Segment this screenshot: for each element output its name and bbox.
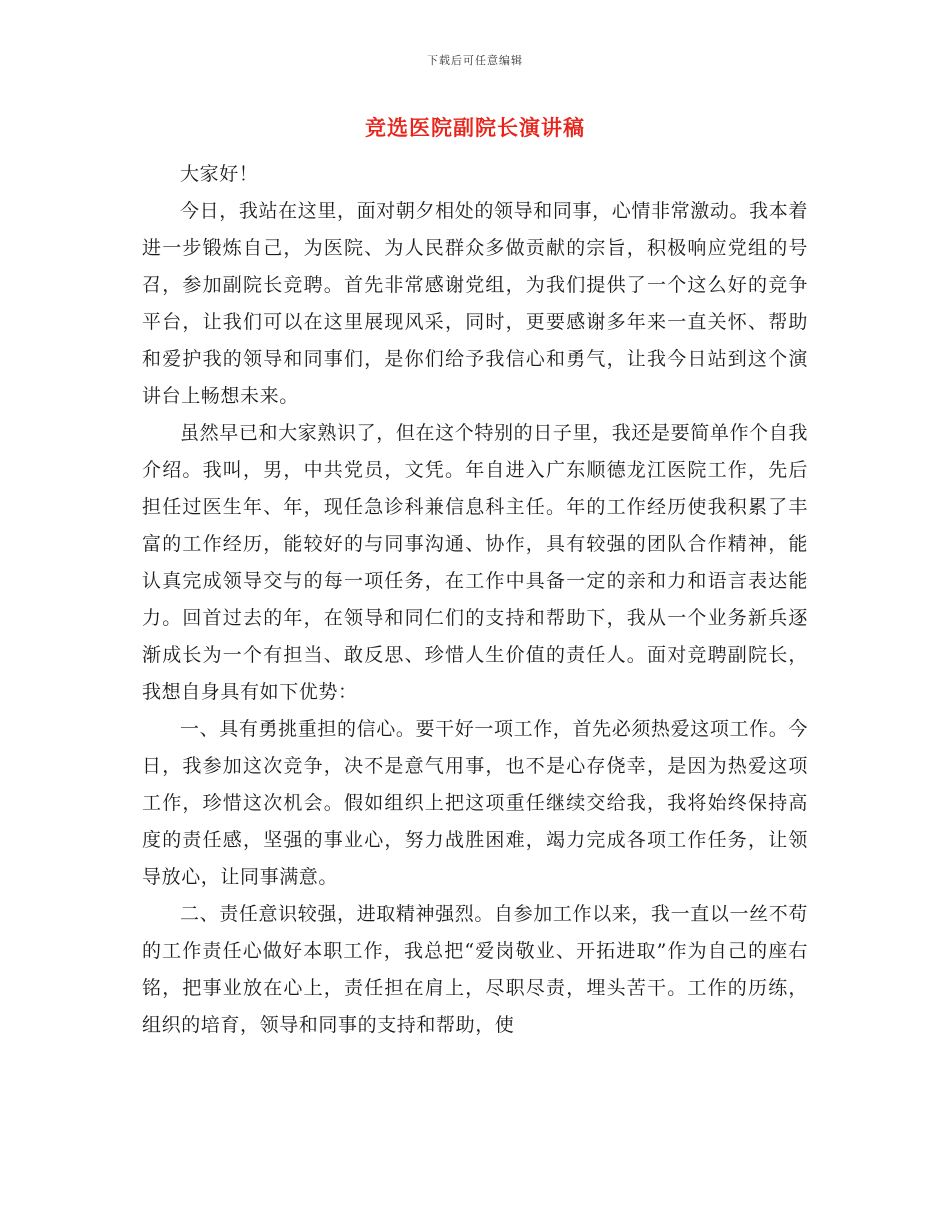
document-title: 竞选医院副院长演讲稿 xyxy=(365,116,585,140)
paragraph-intro: 今日，我站在这里，面对朝夕相处的领导和同事，心情非常激动。我本着进一步锻炼自己，为医院、为人民群众多做贡献的宗旨，积极响应党组的号召，参加副院长竞聘。首先非常感谢党组，为我们提供了一个这么好的竞争平台，让我们可以在这里展现风采，同时，更要感谢多年来一直关怀、帮助和爱护我的领导和同事们，是你们给予我信心和勇气，让我今日站到这个演讲台上畅想未来。 xyxy=(142,200,808,407)
paragraph-self-introduction: 虽然早已和大家熟识了，但在这个特别的日子里，我还是要简单作个自我介绍。我叫，男，中共党员，文凭。年自进入广东顺德龙江医院工作，先后担任过医生年、年，现任急诊科兼信息科主任。年的工作经历使我积累了丰富的工作经历，能较好的与同事沟通、协作，具有较强的团队合作精神，能认真完成领导交与的每一项任务，在工作中具备一定的亲和力和语言表达能力。回首过去的年，在领导和同仁们的支持和帮助下，我从一个业务新兵逐渐成长为一个有担当、敢反思、珍惜人生价值的责任人。面对竞聘副院长，我想自身具有如下优势： xyxy=(142,422,808,703)
paragraph-advantage-two: 二、责任意识较强，进取精神强烈。自参加工作以来，我一直以一丝不苟的工作责任心做好本职工作，我总把“爱岗敬业、开拓进取”作为自己的座右铭，把事业放在心上，责任担在肩上，尽职尽责，埋头苦干。工作的历练，组织的培育，领导和同事的支持和帮助，使 xyxy=(142,903,808,1036)
document-body xyxy=(142,156,808,1044)
header-note: 下载后可任意编辑 xyxy=(427,54,523,67)
paragraph-advantage-one: 一、具有勇挑重担的信心。要干好一项工作，首先必须热爱这项工作。今日，我参加这次竞争，决不是意气用事，也不是心存侥幸，是因为热爱这项工作，珍惜这次机会。假如组织上把这项重任继续交给我，我将始终保持高度的责任感，坚强的事业心，努力战胜困难，竭力完成各项工作任务，让领导放心，让同事满意。 xyxy=(142,718,808,888)
paragraph-greeting: 大家好！ xyxy=(180,163,259,185)
